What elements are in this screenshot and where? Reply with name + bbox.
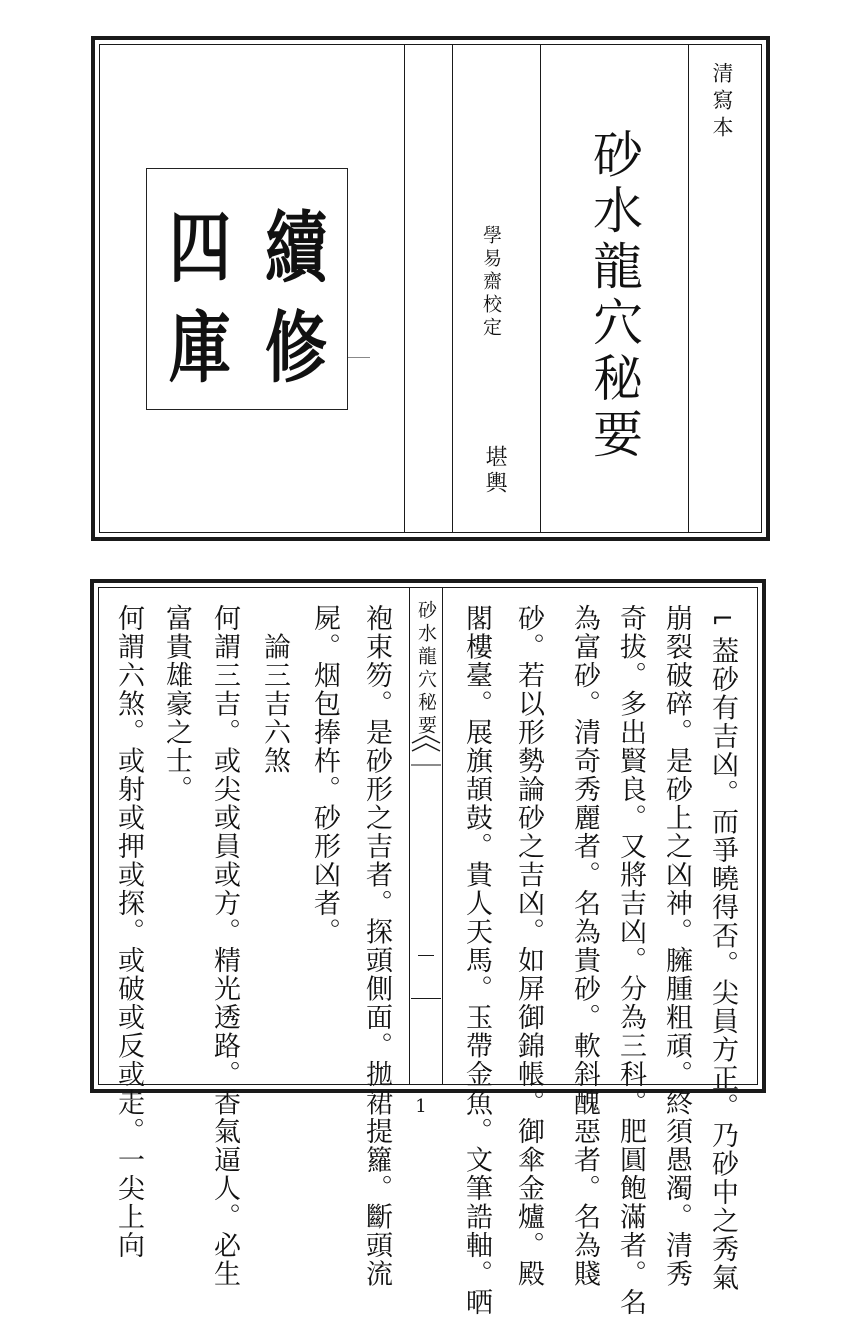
seal-char: 庫 [169,302,232,394]
text-column: 閣樓臺。展旗頡鼓。貴人天馬。玉帶金魚。文筆誥軸。晒 [461,604,492,1317]
cover-divider [404,44,405,533]
fold-mark [418,955,434,956]
seal-char: 續 [265,202,328,294]
text-column: 為富砂。清奇秀麗者。名為貴砂。軟斜醜惡者。名為賤 [569,604,600,1288]
text-column: 屍。烟包捧杵。砂形凶者。 [309,604,340,946]
running-title: 砂水龍穴秘要 [415,600,437,738]
stray-mark [348,357,370,358]
section-heading: 論三吉六煞 [259,604,290,775]
text-column: 何謂六煞。或射或押或探。或破或反或走。一尖上向 [113,604,144,1260]
text-column: 富貴雄豪之士。 [161,604,192,804]
text-column: 何謂三吉。或尖或員或方。精光透路。香氣逼人。必生 [209,604,240,1288]
book-title: 砂水龍穴秘要 [585,128,643,464]
text-column: 崩裂破碎。是砂上之凶神。臃腫粗頑。終須愚濁。清秀 [661,604,692,1288]
cover-divider [452,44,453,533]
text-column: ⌐葢砂有吉凶。而爭曉得否。尖員方正。乃砂中之秀氣 [707,604,738,1292]
fish-tail-mark [411,735,441,769]
cover-divider [688,44,689,533]
collection-seal [146,168,348,410]
category-label: 堪輿 [482,445,507,497]
text-column: 袍束笏。是砂形之吉者。探頭側面。拋裙提籮。斷頭流 [361,604,392,1288]
seal-char: 修 [265,302,328,394]
text-column: 奇拔。多出賢良。又將吉凶。分為三科。肥圓飽滿者。名 [615,604,646,1317]
seal-char: 四 [169,202,232,294]
text-column: 砂。若以形勢論砂之吉凶。如屏御錦帳。御傘金爐。殿 [513,604,544,1288]
cover-divider [540,44,541,533]
page-number: 1 [415,1096,427,1117]
library-note: 清寫本 [710,62,734,143]
fold-line [411,998,441,999]
editor-credit: 學易齋校定 [480,225,502,340]
